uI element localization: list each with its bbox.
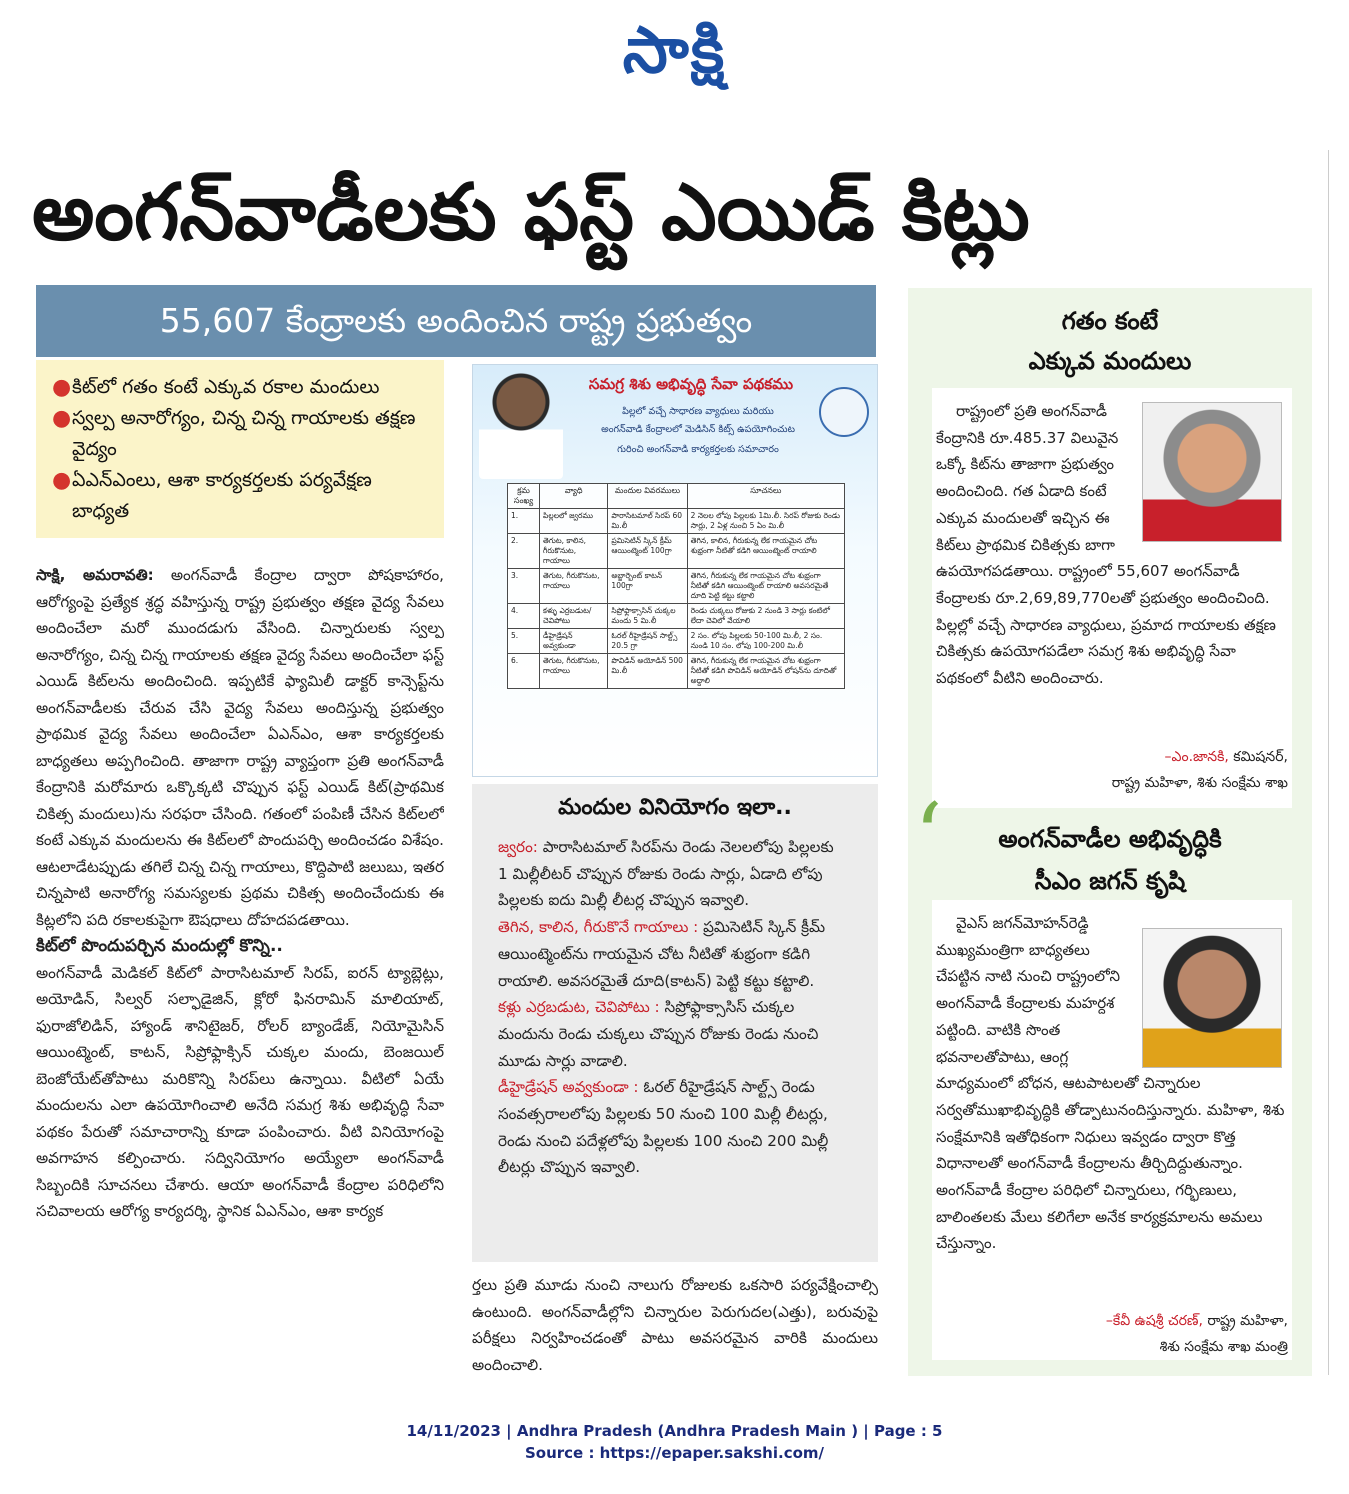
table-cell: 2 నెలల లోపు పిల్లలకు 1మి.లీ. సిరప్ రోజుకు రెండు సార్లు, 2 ఏళ్ల నుంచి 5 ఏం మి.లీ bbox=[687, 509, 844, 534]
table-row bbox=[508, 509, 845, 534]
footer-date-line: 14/11/2023 | Andhra Pradesh (Andhra Pradesh Main ) | Page : 5 bbox=[406, 1422, 943, 1440]
table-cell: 3. bbox=[508, 569, 540, 604]
page-footer bbox=[0, 1420, 1349, 1464]
table-header: వ్యాధి bbox=[540, 484, 608, 509]
table-row bbox=[508, 629, 845, 654]
newspaper-logo: సాక్షి bbox=[622, 14, 727, 88]
poster-subtitle: గురించి అంగన్‌వాడి కార్యకర్తలకు సమాచారం bbox=[617, 444, 779, 455]
highlight-item: ● స్వల్ప అనారోగ్యం, చిన్న చిన్న గాయాలకు తక్షణ వైద్యం bbox=[52, 403, 434, 465]
table-cell: 2. bbox=[508, 534, 540, 569]
adjacent-article-edge bbox=[1328, 150, 1349, 1375]
table-cell: పొవిడిన్ అయోడిన్ 500 మి.లీ bbox=[608, 654, 687, 689]
table-cell: తెగుట, గీరుకొనుట, గాయాలు bbox=[540, 569, 608, 604]
sidebar-signature: –కేవీ ఉషశ్రీ చరణ్, రాష్ట్ర మహిళా, శిశు సంక్షేమ శాఖ మంత్రి bbox=[1105, 1313, 1288, 1355]
table-cell: 4. bbox=[508, 604, 540, 629]
sidebar-title: ఎక్కువ మందులు bbox=[1028, 347, 1192, 375]
subheadline-bar: 55,607 కేంద్రాలకు అందించిన రాష్ట్ర ప్రభుత్వం bbox=[36, 285, 876, 357]
table-cell: 2 సం. లోపు పిల్లలకు 50-100 మి.లీ, 2 సం. నుండి 10 సం. లోపు 100-200 మి.లీ bbox=[687, 629, 844, 654]
table-row bbox=[508, 569, 845, 604]
article-paragraph: ర్తలు ప్రతి మూడు నుంచి నాలుగు రోజులకు ఒకసారి పర్యవేక్షించాల్సి ఉంటుంది. అంగన్‌వాడీల్లోని చిన్నారుల పెరుగుదల(ఎత్తు), బరువుపై పరీక్షలు నిర్వహించడంతో పాటు అవసరమైన వారికి మందులు అందించాలి. bbox=[472, 1276, 878, 1374]
medicine-table bbox=[507, 483, 845, 689]
article-paragraph: అంగన్‌వాడీ మెడికల్ కిట్‌లో పారాసిటమాల్ సిరప్, ఐరన్ ట్యాబ్లెట్లు, అయోడిన్, సిల్వర్ సల్ఫాడైజిన్, క్లోరో ఫినరామిన్ మాలియాట్, ఫురాజోలిడిన్, హ్యాండ్ శానిటైజర్, రోలర్ బ్యాండేజ్, నియోమైసిన్ ఆయింట్మెంట్, కాటన్, సిప్రోఫ్లాక్సిన్ చుక్కల మందు, బెంజయిల్ బెంజోయేట్‌తోపాటు మరికొన్ని సిరప్‌లు ఉన్నాయి. వీటిలో ఏయే మందులను ఎలా ఉపయోగించాలి అనేది సమగ్ర శిశు అభివృద్ధి సేవా పథకం పేరుతో సమాచారాన్ని కూడా పంపించారు. వీటి వినియోగంపై అవగాహన కల్పించారు. సద్వినియోగం అయ్యేలా అంగన్‌వాడీ సిబ్బందికి సూచనలు చేశారు. ఆయా అంగన్‌వాడీ కేంద్రాల పరిధిలోని సచివాలయ ఆరోగ్య కార్యదర్శి, స్థానిక ఏఎన్‌ఎం, ఆశా కార్యక bbox=[36, 963, 444, 1220]
table-cell: పిల్లలలో జ్వరము bbox=[540, 509, 608, 534]
headline: అంగన్‌వాడీలకు ఫస్ట్ ఎయిడ్ కిట్లు bbox=[32, 168, 1030, 258]
sidebar bbox=[908, 288, 1312, 1376]
dosage-item: కళ్లు ఎర్రబడుట, చెవిపోటు : సిప్రోఫ్లాక్సాసిస్ చుక్కల మందును రెండు చుక్కలు చొప్పున రోజుకు రెండు నుంచి మూడు సార్లు వాడాలి. bbox=[498, 998, 819, 1070]
table-cell: పారాసిటమాల్ సిరప్ 60 మి.లీ bbox=[608, 509, 687, 534]
table-cell: తెగిన, గీరుకున్న లేక గాయమైన చోట శుభ్రంగా నీటితో కడిగి ఆయింట్మెంట్ రాయాలి అవసరమైతే దూది పెట్టి కట్టు కట్టాలి bbox=[687, 569, 844, 604]
table-cell: రెండు చుక్కలు రోజుకు 2 నుండి 3 సార్లు కంటిలో లేదా చెవిలో వేయాలి bbox=[687, 604, 844, 629]
article-paragraph: సాక్షి, అమరావతి: అంగన్‌వాడీ కేంద్రాల ద్వారా పోషకాహారం, ఆరోగ్యంపై ప్రత్యేక శ్రద్ధ వహిస్తున్న రాష్ట్ర ప్రభుత్వం తక్షణ వైద్య సేవలు అందించేలా మరో ముందడుగు వేసింది. చిన్నారులకు స్వల్ప అనారోగ్యం, చిన్న చిన్న గాయాలకు తక్షణ వైద్య సేవలు అందించేలా ఫస్ట్ ఎయిడ్ కిట్‌లను అందించింది. ఇప్పటికే ఫ్యామిలీ డాక్టర్ కాన్సెప్ట్‌ను అంగన్‌వాడీలకు చేరువ చేసి వైద్య సేవలు అందిస్తున్న ప్రభుత్వం ప్రాథమిక వైద్య సేవలు అందించేలా ఏఎన్‌ఎం, ఆశా కార్యకర్తలకు బాధ్యతలు అప్పగించింది. తాజాగా రాష్ట్ర వ్యాప్తంగా ప్రతి అంగన్‌వాడీ కేంద్రానికి మరోమారు ఒక్కొక్కటి చొప్పున ఫస్ట్ ఎయిడ్ కిట్(ప్రాథమిక చికిత్స మందులు)ను సరఫరా చేసింది. గతంలో పంపిణీ చేసిన కిట్‌లలో కంటే ఎక్కువ మందులను ఈ కిట్‌లలో పొందుపర్చి అందించడం విశేషం. ఆటలాడేటప్పుడు తగిలే చిన్న చిన్న గాయాలు, కొద్దిపాటి జలుబు, ఇతర చిన్నపాటి అనారోగ్య సమస్యలకు ప్రథమ చికిత్స అందించేందుకు ఈ కిట్లలోని పది రకాలకుపైగా ఔషధాలు దోహదపడతాయి. bbox=[36, 566, 444, 929]
table-cell: తెగిన, కాలిన, గీరుకున్న లేక గాయమైన చోట శుభ్రంగా నీటితో కడిగి ఆయింట్మెంట్ రాయాలి bbox=[687, 534, 844, 569]
poster-subtitle: పిల్లలో వచ్చే సాధారణ వ్యాధులు మరియు bbox=[622, 406, 774, 417]
table-cell: అబ్జార్బెంట్ కాటన్ 100గ్రా bbox=[608, 569, 687, 604]
article-body bbox=[36, 562, 444, 1382]
table-row bbox=[508, 604, 845, 629]
sidebar-title: గతం కంటే bbox=[1061, 307, 1159, 335]
table-cell: కళ్ళు ఎర్రబడుట/ చెవిపోటు bbox=[540, 604, 608, 629]
highlight-item: ● కిట్‌లో గతం కంటే ఎక్కువ రకాల మందులు bbox=[52, 372, 434, 403]
table-cell: డీహైడ్రేషన్ అవ్వకుండా bbox=[540, 629, 608, 654]
poster-header bbox=[473, 365, 878, 483]
dosage-title: మందుల వినియోగం ఇలా.. bbox=[558, 795, 792, 820]
table-cell: ఓరల్ రీహైడ్రేషన్ సాల్ట్స్ 20.5 గ్రా bbox=[608, 629, 687, 654]
table-header-row bbox=[508, 484, 845, 509]
article-continuation bbox=[472, 1272, 878, 1378]
dosage-item: జ్వరం: పారాసిటమాల్ సిరప్‌ను రెండు నెలలలోపు పిల్లలకు 1 మిల్లీలీటర్ చొప్పున రోజుకు రెండు సార్లు, ఏడాది లోపు పిల్లలకు ఐదు మిల్లీ లీటర్ల చొప్పున ఇవ్వాలి. bbox=[498, 838, 834, 910]
sidebar-title: అంగన్‌వాడీల అభివృద్ధికి bbox=[998, 825, 1222, 853]
table-row bbox=[508, 654, 845, 689]
sidebar-text: రాష్ట్రంలో ప్రతి అంగన్‌వాడీ కేంద్రానికి రూ.485.37 విలువైన ఒక్కో కిట్‌ను తాజాగా ప్రభుత్వం అందించింది. గత ఏడాది కంటే ఎక్కువ మందులతో ఇచ్చిన ఈ కిట్‌లు ప్రాథమిక చికిత్సకు బాగా ఉపయోగపడతాయి. రాష్ట్రంలో 55,607 అంగన్‌వాడీ కేంద్రాలకు రూ.2,69,89,770లతో ప్రభుత్వం అందించింది. పిల్లల్లో వచ్చే సాధారణ వ్యాధులు, ప్రమాద గాయాలకు తక్షణ చికిత్సకు ఉపయోగపడేలా సమగ్ర శిశు అభివృద్ధి సేవా పథకంలో వీటిని అందించారు. bbox=[936, 402, 1276, 688]
poster-subtitle: అంగన్‌వాడి కేంద్రాలలో మెడిసిన్ కిట్స్ ఉపయోగించుట bbox=[601, 424, 795, 435]
table-header: మందుల వివరములు bbox=[608, 484, 687, 509]
sidebar-signature: –ఎం.జానకి, కమిషనర్, రాష్ట్ర మహిళా, శిశు సంక్షేమ శాఖ bbox=[1111, 749, 1288, 791]
dosage-item: డీహైడ్రేషన్ అవ్వకుండా : ఓరల్ రీహైడ్రేషన్ సాల్ట్స్ రెండు సంవత్సరాలలోపు పిల్లలకు 50 నుంచి 100 మిల్లీ లీటర్లు, రెండు నుంచి పదేళ్లలోపు పిల్లలకు 100 నుంచి 200 మిల్లీ లీటర్లు చొప్పున ఇవ్వాలి. bbox=[498, 1078, 829, 1177]
highlights-box bbox=[36, 360, 444, 538]
table-cell: 6. bbox=[508, 654, 540, 689]
table-cell: సిప్రోఫ్లాక్సాసిన్ చుక్కల మందు 5 మి.లీ bbox=[608, 604, 687, 629]
table-cell: తెగుట, కాలిన, గీరుకొనుట, గాయాలు bbox=[540, 534, 608, 569]
masthead bbox=[0, 0, 1349, 95]
footer-source-line: Source : https://epaper.sakshi.com/ bbox=[524, 1444, 824, 1462]
table-cell: 5. bbox=[508, 629, 540, 654]
table-header: సూచనలు bbox=[687, 484, 844, 509]
highlight-item: ● ఏఎన్‌ఎంలు, ఆశా కార్యకర్తలకు పర్యవేక్షణ బాధ్యత bbox=[52, 465, 434, 527]
bullet-icon: ● bbox=[52, 406, 72, 431]
table-cell: తెగిన, గీరుకున్న లేక గాయమైన చోట శుభ్రంగా నీటితో కడిగి పొవిడిన్ అయోడిన్ లోషన్‌ను దూదితో అద్దాలి bbox=[687, 654, 844, 689]
table-header: క్రమ సంఖ్య bbox=[508, 484, 540, 509]
sidebar-text: వైఎస్ జగన్‌మోహన్‌రెడ్డి ముఖ్యమంత్రిగా బాధ్యతలు చేపట్టిన నాటి నుంచి రాష్ట్రంలోని అంగన్‌వాడీ కేంద్రాలకు మహర్దశ పట్టింది. వాటికి సొంత భవనాలతోపాటు, ఆంగ్ల మాధ్యమంలో బోధన, ఆటపాటలతో చిన్నారుల సర్వతోముఖాభివృద్ధికి తోడ్పాటునందిస్తున్నారు. మహిళా, శిశు సంక్షేమానికి ఇతోధికంగా నిధులు ఇవ్వడం ద్వారా కొత్త విధానాలతో అంగన్‌వాడీ కేంద్రాలను తీర్చిదిద్దుతున్నాం. అంగన్‌వాడీ కేంద్రాల పరిధిలో చిన్నారులు, గర్భిణులు, బాలింతలకు మేలు కలిగేలా అనేక కార్యక్రమాలను అమలు చేస్తున్నాం. bbox=[936, 914, 1285, 1253]
poster-title: సమగ్ర శిశు అభివృద్ధి సేవా పథకము bbox=[588, 375, 794, 393]
bullet-icon: ● bbox=[52, 375, 72, 400]
table-cell: 1. bbox=[508, 509, 540, 534]
dosage-list bbox=[498, 834, 848, 1181]
table-row bbox=[508, 534, 845, 569]
scheme-poster-image bbox=[472, 364, 878, 777]
table-cell: తెగుట, గీరుకొనుట, గాయాలు bbox=[540, 654, 608, 689]
dosage-box bbox=[472, 784, 878, 1262]
quote-icon: ‘ bbox=[914, 784, 943, 889]
dosage-item: తెగిన, కాలిన, గీరుకొనే గాయాలు : ప్రమిసెటిన్ స్కిన్ క్రీమ్ ఆయింట్మెంట్‌ను గాయమైన చోట నీటితో శుభ్రంగా కడిగి రాయాలి. అవసరమైతే దూది(కాటన్) పెట్టి కట్టు కట్టాలి. bbox=[498, 918, 826, 990]
article-subtitle: కిట్‌లో పొందుపర్చిన మందుల్లో కొన్ని.. bbox=[36, 936, 283, 956]
bullet-icon: ● bbox=[52, 468, 72, 493]
table-cell: ప్రమిసెటిన్ స్కిన్ క్రీమ్ ఆయింట్మెంట్ 100గ్రా bbox=[608, 534, 687, 569]
sidebar-title: సీఎం జగన్ కృషి bbox=[1034, 867, 1186, 895]
dateline: సాక్షి, అమరావతి: bbox=[36, 566, 154, 584]
leader-photo bbox=[479, 369, 563, 479]
